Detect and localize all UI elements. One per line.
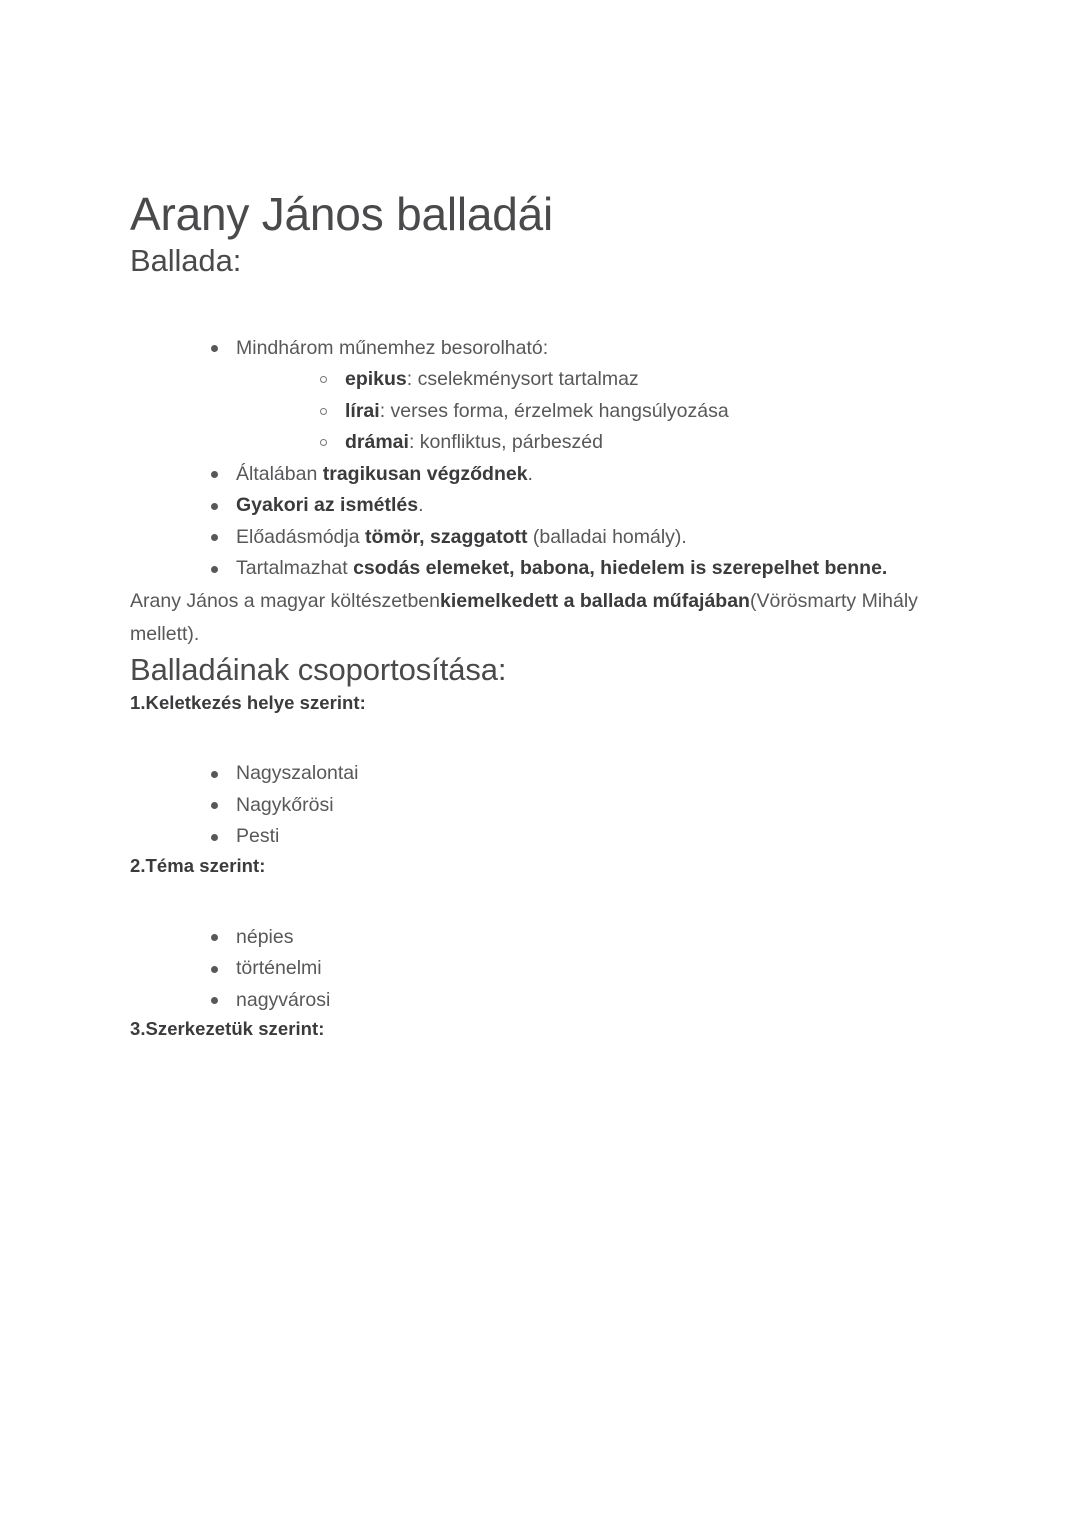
section-heading-csoportositas: Balladáinak csoportosítása:	[130, 651, 507, 687]
list-item-label: Mindhárom műnemhez besorolható:	[236, 336, 549, 359]
bullet-marker	[211, 834, 218, 841]
paragraph-lead: Arany János a magyar költészetben	[130, 589, 441, 612]
page-title: Arany János balladái	[130, 188, 554, 240]
bullet-marker	[211, 566, 218, 573]
list-item	[130, 922, 945, 954]
list-item-label: Előadásmódja	[236, 525, 365, 548]
bullet-marker	[211, 534, 218, 541]
list-item-emphasis: tragikusan végződnek	[322, 462, 528, 485]
list-item-label: nagyvárosi	[236, 988, 331, 1011]
list-item	[130, 333, 945, 459]
bullet-marker	[211, 997, 218, 1004]
list-item	[130, 522, 945, 554]
munem-sublist	[236, 364, 945, 459]
list-item	[130, 553, 945, 585]
hollow-bullet-marker	[320, 376, 327, 383]
list-item-tail: .	[418, 494, 424, 517]
sublist-item-definition: : cselekménysort tartalmaz	[406, 368, 639, 391]
sublist-item-definition: : konfliktus, párbeszéd	[408, 431, 603, 454]
bullet-marker	[211, 802, 218, 809]
sublist-item-term: lírai	[345, 399, 380, 422]
subsection-heading-tema: 2.Téma szerint:	[130, 854, 266, 876]
hollow-bullet-marker	[320, 439, 327, 446]
list-item-emphasis: tömör, szaggatott	[365, 525, 528, 548]
paragraph-tail: (Vörösmarty Mihály mellett).	[130, 589, 918, 645]
list-item-label: Nagyszalontai	[236, 762, 359, 785]
list-item-label: népies	[236, 925, 294, 948]
sublist-item-term: drámai	[345, 431, 409, 454]
list-item-label: Általában	[236, 462, 323, 485]
keletkezes-list	[130, 758, 945, 853]
list-item-label: történelmi	[236, 957, 322, 980]
list-item	[130, 985, 945, 1017]
list-item	[130, 821, 945, 853]
bullet-marker	[211, 966, 218, 973]
bullet-marker	[211, 503, 218, 510]
sublist-item-definition: : verses forma, érzelmek hangsúlyozása	[379, 399, 729, 422]
list-item	[130, 953, 945, 985]
list-item-emphasis: csodás elemeket, babona, hiedelem is szerepelhet benne.	[353, 557, 888, 580]
ballada-feature-list	[130, 333, 945, 585]
list-item-tail: .	[527, 462, 533, 485]
section-heading-ballada: Ballada:	[130, 243, 242, 279]
list-item-label: Tartalmazhat	[236, 557, 354, 580]
list-item	[236, 427, 945, 459]
list-item-tail: (balladai homály).	[527, 525, 687, 548]
bullet-marker	[211, 345, 218, 352]
list-item-label: Pesti	[236, 825, 280, 848]
bullet-marker	[211, 471, 218, 478]
list-item	[130, 758, 945, 790]
intro-paragraph	[130, 585, 945, 651]
tema-list	[130, 922, 945, 1017]
list-item-label: Nagykőrösi	[236, 793, 334, 816]
subsection-heading-szerkezet: 3.Szerkezetük szerint:	[130, 1018, 325, 1040]
hollow-bullet-marker	[320, 408, 327, 415]
list-item	[236, 396, 945, 428]
paragraph-emphasis: kiemelkedett a ballada műfajában	[440, 589, 750, 612]
document-body	[130, 0, 945, 1043]
subsection-heading-keletkezes: 1.Keletkezés helye szerint:	[130, 691, 366, 713]
list-item	[130, 490, 945, 522]
sublist-item-term: epikus	[345, 368, 407, 391]
bullet-marker	[211, 934, 218, 941]
bullet-marker	[211, 771, 218, 778]
list-item	[236, 364, 945, 396]
list-item	[130, 459, 945, 491]
list-item-emphasis: Gyakori az ismétlés	[236, 494, 419, 517]
list-item	[130, 790, 945, 822]
